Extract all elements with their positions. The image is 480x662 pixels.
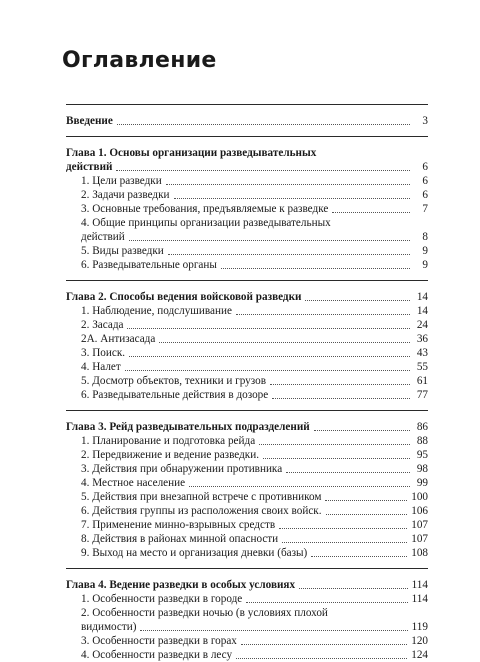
toc-item-title: 4. Особенности разведки в лесу <box>81 649 233 661</box>
dot-leader <box>189 486 410 487</box>
toc-item-title: 2А. Антизасада <box>81 333 156 345</box>
divider <box>66 410 428 420</box>
toc-item[interactable] <box>66 244 428 258</box>
toc-item[interactable] <box>66 202 428 216</box>
toc-page-number: 43 <box>416 347 428 359</box>
toc-chapter-title: Глава 3. Рейд разведывательных подразделений <box>66 421 310 433</box>
toc-page-number: 7 <box>422 203 428 215</box>
toc-chapter-2[interactable] <box>66 290 428 304</box>
toc-item[interactable] <box>66 434 428 448</box>
toc-item-title: 3. Поиск. <box>81 347 126 359</box>
toc-page-number: 124 <box>411 649 428 661</box>
dot-leader <box>282 542 407 543</box>
dot-leader <box>332 212 410 213</box>
dot-leader <box>116 170 410 171</box>
toc-page-number: 120 <box>411 635 428 647</box>
toc-page-number: 108 <box>411 547 428 559</box>
toc-item[interactable] <box>66 606 428 634</box>
toc-page-number: 8 <box>422 231 428 243</box>
toc-item[interactable] <box>66 532 428 546</box>
toc-item-title: 5. Виды разведки <box>81 245 164 257</box>
dot-leader <box>125 370 410 371</box>
toc-item[interactable] <box>66 518 428 532</box>
dot-leader <box>174 198 410 199</box>
toc-page-number: 88 <box>416 435 428 447</box>
toc-chapter-title: Глава 4. Ведение разведки в особых условиях <box>66 579 296 591</box>
toc-page-number: 14 <box>416 305 428 317</box>
dot-leader <box>311 556 407 557</box>
toc-item[interactable] <box>66 504 428 518</box>
toc-item[interactable] <box>66 448 428 462</box>
toc-item[interactable] <box>66 490 428 504</box>
toc-item-title: 5. Действия при внезапной встрече с противником <box>81 491 322 503</box>
toc-item[interactable] <box>66 318 428 332</box>
toc-page-number: 107 <box>411 533 428 545</box>
toc-page-number: 9 <box>422 245 428 257</box>
toc-item[interactable] <box>66 346 428 360</box>
toc-page-number: 86 <box>416 421 428 433</box>
dot-leader <box>117 124 410 125</box>
toc-item-title: 1. Особенности разведки в городе <box>81 593 243 605</box>
dot-leader <box>127 328 410 329</box>
toc-item-title: 8. Действия в районах минной опасности <box>81 533 279 545</box>
dot-leader <box>314 430 410 431</box>
toc-page-number: 24 <box>416 319 428 331</box>
toc-item[interactable] <box>66 634 428 648</box>
dot-leader <box>286 472 410 473</box>
toc-item-title: 1. Наблюдение, подслушивание <box>81 305 232 317</box>
page-title: Оглавление <box>62 48 217 73</box>
dot-leader <box>272 398 410 399</box>
table-of-contents <box>66 104 428 662</box>
toc-chapter-title-line: Глава 1. Основы организации разведывательных <box>66 147 317 159</box>
toc-entry-title: Введение <box>66 115 113 127</box>
toc-item-title-line: 2. Особенности разведки ночью (в условиях плохой <box>81 607 328 619</box>
toc-chapter-4[interactable] <box>66 578 428 592</box>
toc-item-title: 1. Планирование и подготовка рейда <box>81 435 256 447</box>
dot-leader <box>326 514 408 515</box>
toc-page-number: 14 <box>416 291 428 303</box>
toc-item-title: 2. Задачи разведки <box>81 189 170 201</box>
toc-page-number: 6 <box>422 189 428 201</box>
toc-page-number: 36 <box>416 333 428 345</box>
toc-item[interactable] <box>66 388 428 402</box>
toc-item-title-line: действий <box>81 231 125 243</box>
toc-page-number: 61 <box>416 375 428 387</box>
dot-leader <box>325 500 407 501</box>
dot-leader <box>263 458 410 459</box>
toc-chapter-1[interactable] <box>66 146 428 174</box>
toc-item-title: 6. Действия группы из расположения своих войск. <box>81 505 322 517</box>
toc-item[interactable] <box>66 216 428 244</box>
toc-page-number: 107 <box>411 519 428 531</box>
toc-item-title: 6. Разведывательные действия в дозоре <box>81 389 269 401</box>
divider <box>66 568 428 578</box>
toc-item-title-line: 4. Общие принципы организации разведывательных <box>81 217 331 229</box>
dot-leader <box>259 444 410 445</box>
toc-item[interactable] <box>66 592 428 606</box>
dot-leader <box>166 184 410 185</box>
toc-page-number: 100 <box>411 491 428 503</box>
toc-item-title: 3. Особенности разведки в горах <box>81 635 237 647</box>
dot-leader <box>246 602 407 603</box>
toc-page-number: 95 <box>416 449 428 461</box>
divider <box>66 104 428 114</box>
toc-page-number: 98 <box>416 463 428 475</box>
dot-leader <box>270 384 410 385</box>
toc-item[interactable] <box>66 332 428 346</box>
toc-chapter-3[interactable] <box>66 420 428 434</box>
dot-leader <box>221 268 410 269</box>
toc-item-title: 3. Основные требования, предъявляемые к разведке <box>81 203 329 215</box>
dot-leader <box>159 342 410 343</box>
toc-page-number: 3 <box>422 115 428 127</box>
toc-page-number: 119 <box>411 621 428 633</box>
toc-item-title: 2. Передвижение и ведение разведки. <box>81 449 260 461</box>
toc-item[interactable] <box>66 174 428 188</box>
toc-page-number: 106 <box>411 505 428 517</box>
dot-leader <box>305 300 410 301</box>
toc-item-title: 7. Применение минно-взрывных средств <box>81 519 276 531</box>
toc-page-number: 77 <box>416 389 428 401</box>
toc-page-number: 6 <box>422 175 428 187</box>
toc-item[interactable] <box>66 360 428 374</box>
dot-leader <box>241 644 407 645</box>
toc-item[interactable] <box>66 258 428 272</box>
toc-item[interactable] <box>66 462 428 476</box>
toc-item[interactable] <box>66 648 428 662</box>
toc-entry-intro[interactable] <box>66 114 428 128</box>
toc-item-title: 5. Досмотр объектов, техники и грузов <box>81 375 266 387</box>
toc-item-title: 2. Засада <box>81 319 124 331</box>
toc-item-title: 1. Цели разведки <box>81 175 162 187</box>
toc-item[interactable] <box>66 304 428 318</box>
dot-leader <box>236 658 407 659</box>
toc-item[interactable] <box>66 374 428 388</box>
toc-item[interactable] <box>66 546 428 560</box>
dot-leader <box>236 314 410 315</box>
toc-item-title: 3. Действия при обнаружении противника <box>81 463 283 475</box>
toc-page-number: 114 <box>411 593 428 605</box>
divider <box>66 280 428 290</box>
toc-item-title: 9. Выход на место и организация дневки (базы) <box>81 547 308 559</box>
toc-page-number: 114 <box>411 579 428 591</box>
dot-leader <box>279 528 407 529</box>
toc-page-number: 99 <box>416 477 428 489</box>
toc-page-number: 9 <box>422 259 428 271</box>
dot-leader <box>168 254 410 255</box>
toc-item-title: 6. Разведывательные органы <box>81 259 217 271</box>
dot-leader <box>129 240 410 241</box>
divider <box>66 136 428 146</box>
toc-page-number: 55 <box>416 361 428 373</box>
toc-item-title-line: видимости) <box>81 621 137 633</box>
dot-leader <box>140 630 407 631</box>
dot-leader <box>129 356 410 357</box>
toc-chapter-title-line: действий <box>66 161 113 173</box>
dot-leader <box>299 588 408 589</box>
toc-item[interactable] <box>66 476 428 490</box>
toc-item[interactable] <box>66 188 428 202</box>
toc-chapter-title: Глава 2. Способы ведения войсковой разведки <box>66 291 302 303</box>
toc-item-title: 4. Налет <box>81 361 121 373</box>
toc-item-title: 4. Местное население <box>81 477 186 489</box>
toc-page-number: 6 <box>422 161 428 173</box>
